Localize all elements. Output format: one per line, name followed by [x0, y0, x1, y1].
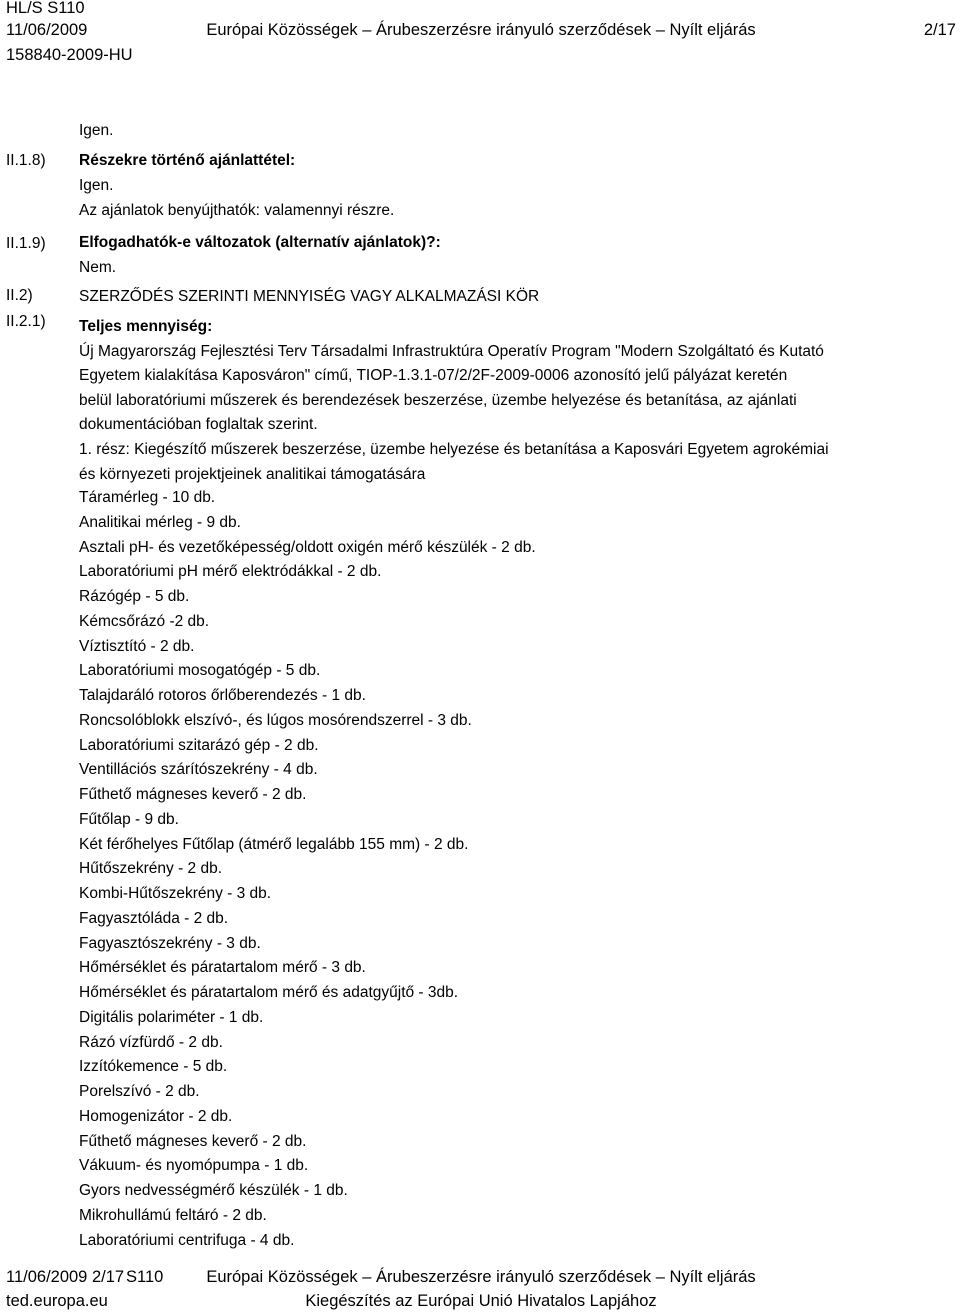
header-page: 2/17 [923, 21, 956, 39]
list-item: Táramérleg - 10 db. [79, 489, 216, 506]
footer-line-1 [6, 1266, 956, 1288]
footer-title: Európai Közösségek – Árubeszerzésre irányuló szerződések – Nyílt eljárás [206, 1268, 756, 1286]
list-item: Porelszívó - 2 db. [79, 1083, 200, 1100]
list-item: Kombi-Hűtőszekrény - 3 db. [79, 885, 272, 902]
equipment-list [79, 486, 536, 1253]
list-item: Talajdaráló rotoros őrlőberendezés - 1 db. [79, 687, 366, 704]
total-quantity-label: Teljes mennyiség: [79, 318, 213, 335]
header-series: HL/S S110 [6, 0, 85, 17]
list-item: Hűtőszekrény - 2 db. [79, 860, 223, 878]
header-line-2 [6, 19, 956, 41]
list-item: Asztali pH- és vezetőképesség/oldott oxigén mérő készülék - 2 db. [79, 538, 536, 556]
list-item: Kémcsőrázó -2 db. [79, 612, 210, 630]
list-item: Izzítókemence - 5 db. [79, 1058, 228, 1076]
list-item: Digitális polariméter - 1 db. [79, 1008, 264, 1026]
description-line: Egyetem kialakítása Kaposváron" című, TIOP-1.3.1-07/2/2F-2009-0006 azonosító jelű pályázat keretén [79, 367, 788, 384]
answer-igen: Igen. [79, 177, 114, 194]
description-line: dokumentációban foglaltak szerint. [79, 416, 318, 433]
section-number: II.1.9) [6, 235, 46, 252]
list-item: Fűthető mágneses keverő - 2 db. [79, 786, 307, 803]
description-line: belül laboratóriumi műszerek és berendezések beszerzése, üzembe helyezése és betanítása, az ajánlati [79, 392, 797, 409]
list-item: Rázó vízfürdő - 2 db. [79, 1033, 223, 1051]
list-item: Gyors nedvességmérő készülék - 1 db. [79, 1182, 348, 1199]
list-item: Mikrohullámú feltáró - 2 db. [79, 1206, 267, 1224]
footer-line-2 [6, 1290, 956, 1312]
section-number: II.2) [6, 287, 33, 304]
footer-site-link[interactable]: ted.europa.eu [6, 1292, 108, 1310]
header-line-1 [6, 0, 956, 19]
list-item: Analitikai mérleg - 9 db. [79, 513, 241, 531]
section-number: II.2.1) [6, 313, 46, 330]
header-doc-id: 158840-2009-HU [6, 46, 133, 64]
footer-supplement: Kiegészítés az Európai Unió Hivatalos Lapjához [305, 1292, 657, 1310]
footer-page: 2/17 [91, 1268, 125, 1286]
list-item: Rázógép - 5 db. [79, 588, 190, 605]
all-parts-text: Az ajánlatok benyújthatók: valamennyi részre. [79, 202, 395, 219]
list-item: Roncsolóblokk elszívó-, és lúgos mosórendszerrel - 3 db. [79, 711, 472, 729]
footer-series: S110 [126, 1268, 164, 1286]
footer-date: 11/06/2009 [6, 1268, 88, 1286]
list-item: Laboratóriumi pH mérő elektródákkal - 2 db. [79, 563, 382, 581]
list-item: Ventillációs szárítószekrény - 4 db. [79, 761, 318, 779]
header-date: 11/06/2009 [6, 21, 88, 39]
list-item: Víztisztító - 2 db. [79, 637, 195, 655]
list-item: Fagyasztóláda - 2 db. [79, 909, 229, 927]
list-item: Hőmérséklet és páratartalom mérő - 3 db. [79, 959, 366, 977]
variants-label: Elfogadhatók-e változatok (alternatív ajánlatok)?: [79, 234, 441, 251]
quantity-heading: SZERZŐDÉS SZERINTI MENNYISÉG VAGY ALKALMAZÁSI KÖR [79, 288, 540, 305]
partial-tender-label: Részekre történő ajánlattétel: [79, 152, 296, 169]
section-number: II.1.8) [6, 152, 46, 169]
list-item: Laboratóriumi mosogatógép - 5 db. [79, 662, 321, 680]
part1-heading-line: 1. rész: Kiegészítő műszerek beszerzése, üzembe helyezése és betanítása a Kaposvári Egyetem agrokémiai [79, 441, 829, 458]
list-item: Laboratóriumi centrifuga - 4 db. [79, 1231, 295, 1249]
list-item: Homogenizátor - 2 db. [79, 1107, 233, 1125]
list-item: Fagyasztószekrény - 3 db. [79, 934, 261, 952]
header-line-3 [6, 44, 956, 66]
list-item: Vákuum- és nyomópumpa - 1 db. [79, 1157, 309, 1175]
part1-heading-line: és környezeti projektjeinek analitikai támogatására [79, 466, 426, 483]
list-item: Két férőhelyes Fűtőlap (átmérő legalább 155 mm) - 2 db. [79, 835, 469, 853]
answer-nem: Nem. [79, 259, 117, 276]
list-item: Fűthető mágneses keverő - 2 db. [79, 1132, 307, 1150]
answer-igen: Igen. [79, 122, 114, 139]
list-item: Laboratóriumi szitarázó gép - 2 db. [79, 736, 319, 754]
list-item: Fűtőlap - 9 db. [79, 810, 179, 828]
description-line: Új Magyarország Fejlesztési Terv Társadalmi Infrastruktúra Operatív Program "Modern Szolgáltató és Kutató [79, 343, 824, 360]
header-title: Európai Közösségek – Árubeszerzésre irányuló szerződések – Nyílt eljárás [206, 21, 756, 39]
list-item: Hőmérséklet és páratartalom mérő és adatgyűjtő - 3db. [79, 984, 459, 1001]
